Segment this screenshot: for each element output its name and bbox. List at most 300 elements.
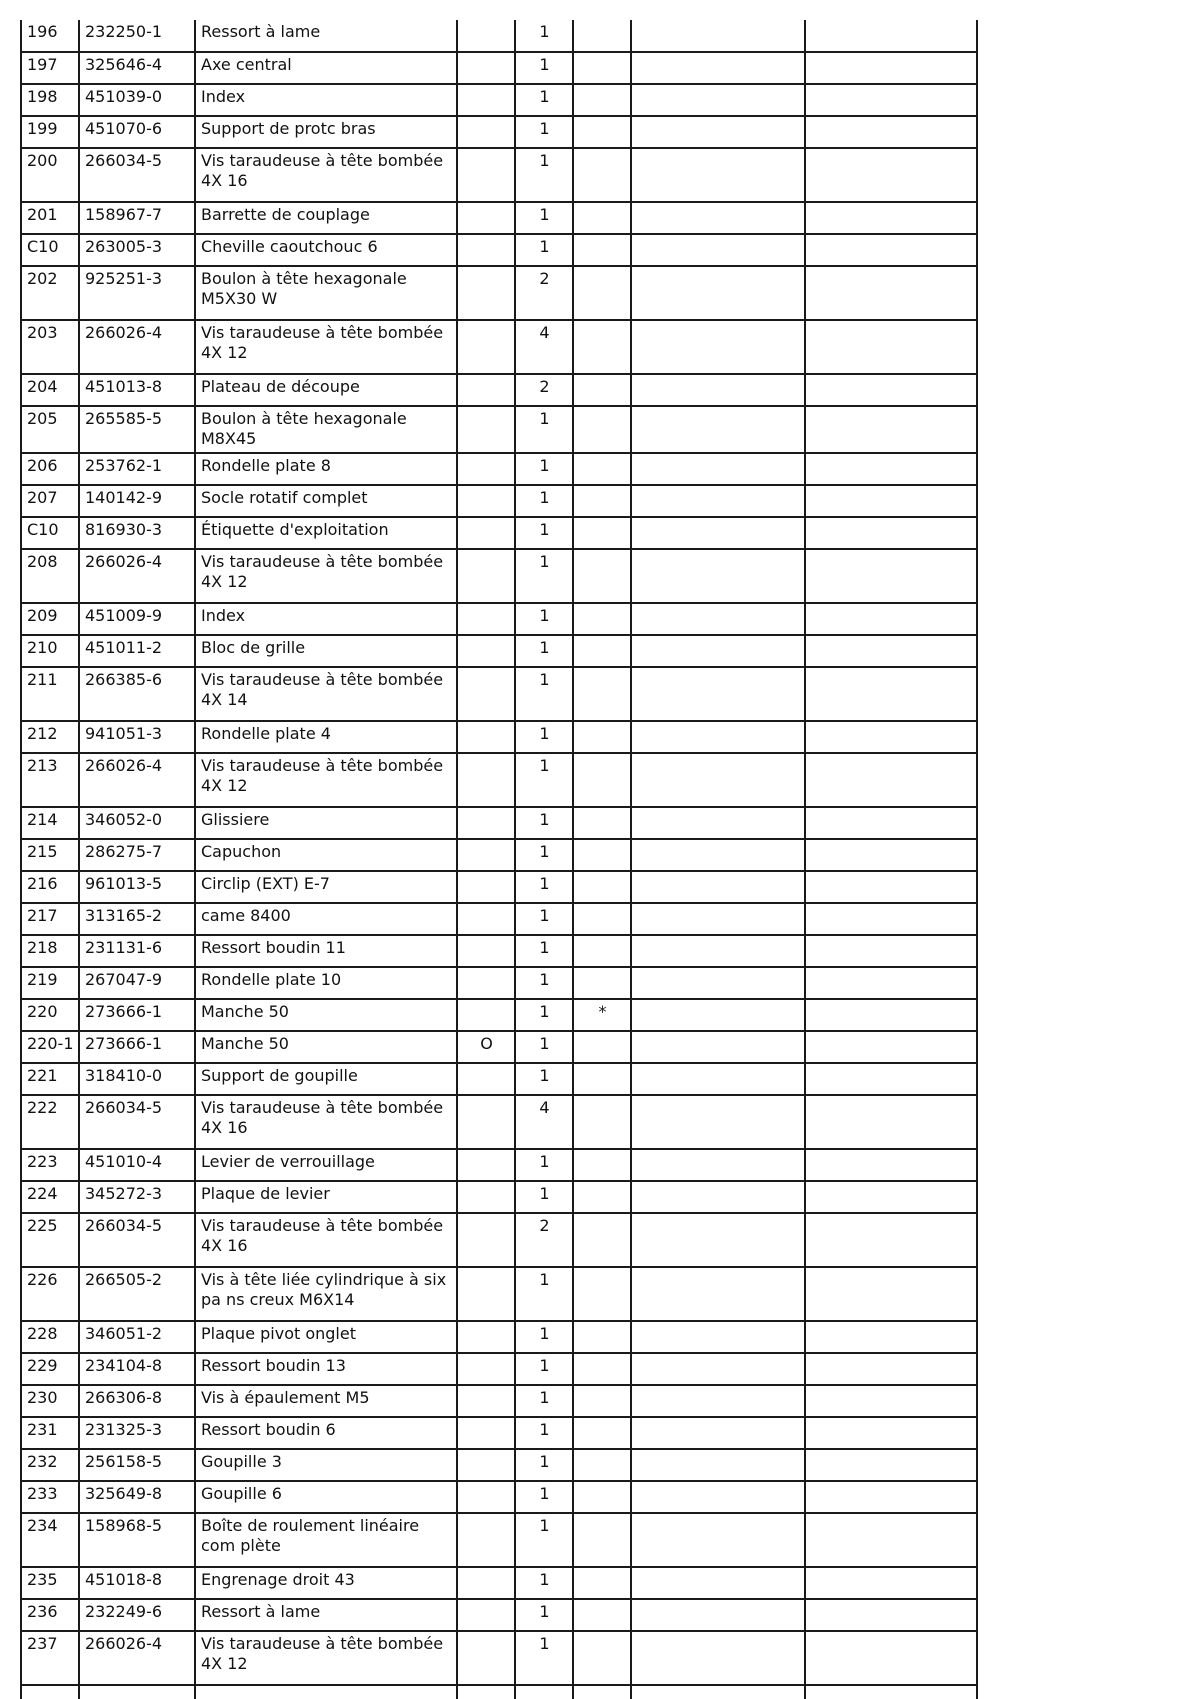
option-cell xyxy=(457,1149,515,1181)
table-row xyxy=(21,1449,977,1481)
empty-cell xyxy=(631,52,805,84)
part-number-cell: 231131-6 xyxy=(79,935,195,967)
empty-cell xyxy=(631,84,805,116)
description-cell: Capuchon xyxy=(195,839,457,871)
empty-cell xyxy=(631,320,805,374)
quantity-cell: 1 xyxy=(515,453,573,485)
part-number-cell: 265585-5 xyxy=(79,406,195,453)
table-row xyxy=(21,266,977,320)
option-cell xyxy=(457,1449,515,1481)
empty-cell xyxy=(631,406,805,453)
table-row xyxy=(21,903,977,935)
quantity-cell: 1 xyxy=(515,999,573,1031)
note-cell xyxy=(573,1513,631,1567)
description-cell: Levier de verrouillage xyxy=(195,1149,457,1181)
table-row xyxy=(21,999,977,1031)
ref-cell: 217 xyxy=(21,903,79,935)
ref-cell: 226 xyxy=(21,1267,79,1321)
note-cell xyxy=(573,1449,631,1481)
table-row xyxy=(21,667,977,721)
table-row xyxy=(21,116,977,148)
quantity-cell: 1 xyxy=(515,406,573,453)
part-number-cell: 256158-5 xyxy=(79,1449,195,1481)
option-cell xyxy=(457,667,515,721)
description-cell: Ressort boudin 11 xyxy=(195,935,457,967)
ref-cell: 202 xyxy=(21,266,79,320)
option-cell xyxy=(457,1213,515,1267)
part-number-cell: 451018-8 xyxy=(79,1567,195,1599)
quantity-cell: 1 xyxy=(515,807,573,839)
note-cell xyxy=(573,721,631,753)
note-cell xyxy=(573,453,631,485)
empty-cell xyxy=(805,721,977,753)
empty-cell xyxy=(631,234,805,266)
empty-cell xyxy=(631,1567,805,1599)
empty-cell xyxy=(631,667,805,721)
part-number-cell: 961013-5 xyxy=(79,871,195,903)
quantity-cell: 1 xyxy=(515,148,573,202)
table-row xyxy=(21,935,977,967)
empty-cell xyxy=(805,1385,977,1417)
ref-cell: 232 xyxy=(21,1449,79,1481)
note-cell xyxy=(573,234,631,266)
empty-cell xyxy=(805,1353,977,1385)
table-row xyxy=(21,1267,977,1321)
part-number-cell: 158967-7 xyxy=(79,202,195,234)
table-row xyxy=(21,635,977,667)
ref-cell: 218 xyxy=(21,935,79,967)
part-number-cell: 232250-1 xyxy=(79,20,195,52)
quantity-cell: 1 xyxy=(515,1481,573,1513)
quantity-cell: 1 xyxy=(515,1417,573,1449)
description-cell: Vis taraudeuse à tête bombée 4X 16 xyxy=(195,1213,457,1267)
note-cell xyxy=(573,967,631,999)
quantity-cell: 4 xyxy=(515,1095,573,1149)
table-row xyxy=(21,807,977,839)
part-number-cell: 313165-2 xyxy=(79,903,195,935)
note-cell xyxy=(573,1481,631,1513)
empty-cell xyxy=(631,999,805,1031)
note-cell xyxy=(573,20,631,52)
option-cell xyxy=(457,1567,515,1599)
note-cell xyxy=(573,1385,631,1417)
part-number-cell: 318410-0 xyxy=(79,1063,195,1095)
option-cell xyxy=(457,374,515,406)
ref-cell: 233 xyxy=(21,1481,79,1513)
ref-cell: 224 xyxy=(21,1181,79,1213)
note-cell xyxy=(573,320,631,374)
quantity-cell: 1 xyxy=(515,84,573,116)
note-cell xyxy=(573,485,631,517)
option-cell xyxy=(457,1599,515,1631)
option-cell xyxy=(457,202,515,234)
empty-cell xyxy=(805,1149,977,1181)
description-cell: Support de goupille xyxy=(195,1063,457,1095)
option-cell xyxy=(457,807,515,839)
description-cell: Axe central xyxy=(195,52,457,84)
note-cell xyxy=(573,517,631,549)
ref-cell: 225 xyxy=(21,1213,79,1267)
option-cell xyxy=(457,603,515,635)
note-cell xyxy=(573,807,631,839)
empty-cell xyxy=(573,1685,631,1699)
empty-cell xyxy=(805,266,977,320)
empty-cell xyxy=(805,935,977,967)
empty-cell xyxy=(805,148,977,202)
empty-cell xyxy=(805,517,977,549)
part-number-cell: 451009-9 xyxy=(79,603,195,635)
table-row xyxy=(21,871,977,903)
ref-cell: 223 xyxy=(21,1149,79,1181)
part-number-cell: 273666-1 xyxy=(79,999,195,1031)
note-cell xyxy=(573,839,631,871)
empty-cell xyxy=(631,116,805,148)
empty-cell xyxy=(805,320,977,374)
table-row xyxy=(21,1631,977,1685)
empty-cell xyxy=(631,1181,805,1213)
note-cell xyxy=(573,1567,631,1599)
part-number-cell: 253762-1 xyxy=(79,453,195,485)
note-cell xyxy=(573,84,631,116)
description-cell: Manche 50 xyxy=(195,1031,457,1063)
empty-cell xyxy=(805,374,977,406)
empty-cell xyxy=(805,406,977,453)
part-number-cell: 346051-2 xyxy=(79,1321,195,1353)
note-cell xyxy=(573,1181,631,1213)
quantity-cell: 1 xyxy=(515,1385,573,1417)
parts-table-body xyxy=(21,20,977,1699)
ref-cell: 221 xyxy=(21,1063,79,1095)
option-cell xyxy=(457,84,515,116)
empty-cell xyxy=(631,374,805,406)
quantity-cell: 1 xyxy=(515,1181,573,1213)
empty-cell xyxy=(805,1181,977,1213)
empty-cell xyxy=(805,1213,977,1267)
note-cell xyxy=(573,1417,631,1449)
table-row xyxy=(21,84,977,116)
description-cell: Circlip (EXT) E-7 xyxy=(195,871,457,903)
table-row xyxy=(21,1321,977,1353)
option-cell xyxy=(457,839,515,871)
ref-cell: 208 xyxy=(21,549,79,603)
empty-cell xyxy=(805,1685,977,1699)
ref-cell: 220 xyxy=(21,999,79,1031)
ref-cell: 212 xyxy=(21,721,79,753)
option-cell xyxy=(457,517,515,549)
note-cell xyxy=(573,1599,631,1631)
empty-cell xyxy=(805,1031,977,1063)
description-cell: Vis à épaulement M5 xyxy=(195,1385,457,1417)
empty-cell xyxy=(805,1267,977,1321)
option-cell xyxy=(457,148,515,202)
option-cell xyxy=(457,635,515,667)
description-cell: Vis taraudeuse à tête bombée 4X 12 xyxy=(195,320,457,374)
option-cell xyxy=(457,485,515,517)
part-number-cell: 286275-7 xyxy=(79,839,195,871)
option-cell xyxy=(457,1417,515,1449)
table-row xyxy=(21,320,977,374)
part-number-cell: 266026-4 xyxy=(79,753,195,807)
note-cell xyxy=(573,1631,631,1685)
empty-cell xyxy=(805,1567,977,1599)
empty-cell xyxy=(631,721,805,753)
option-cell xyxy=(457,1513,515,1567)
ref-cell: 198 xyxy=(21,84,79,116)
empty-cell xyxy=(631,1149,805,1181)
empty-cell xyxy=(631,807,805,839)
table-row xyxy=(21,1213,977,1267)
ref-cell: 210 xyxy=(21,635,79,667)
description-cell: Boulon à tête hexagonale M8X45 xyxy=(195,406,457,453)
part-number-cell: 140142-9 xyxy=(79,485,195,517)
part-number-cell: 263005-3 xyxy=(79,234,195,266)
ref-cell: 216 xyxy=(21,871,79,903)
description-cell: Vis taraudeuse à tête bombée 4X 12 xyxy=(195,1631,457,1685)
note-cell xyxy=(573,1031,631,1063)
empty-cell xyxy=(631,266,805,320)
ref-cell: 205 xyxy=(21,406,79,453)
empty-cell xyxy=(631,517,805,549)
empty-cell xyxy=(805,116,977,148)
ref-cell: 231 xyxy=(21,1417,79,1449)
part-number-cell: 451070-6 xyxy=(79,116,195,148)
description-cell: Étiquette d'exploitation xyxy=(195,517,457,549)
part-number-cell: 346052-0 xyxy=(79,807,195,839)
note-cell xyxy=(573,1149,631,1181)
description-cell: Plaque pivot onglet xyxy=(195,1321,457,1353)
ref-cell: 215 xyxy=(21,839,79,871)
note-cell xyxy=(573,1267,631,1321)
empty-cell xyxy=(631,202,805,234)
description-cell: came 8400 xyxy=(195,903,457,935)
table-row xyxy=(21,1353,977,1385)
quantity-cell: 1 xyxy=(515,1149,573,1181)
empty-cell xyxy=(805,52,977,84)
quantity-cell: 1 xyxy=(515,234,573,266)
description-cell: Rondelle plate 8 xyxy=(195,453,457,485)
part-number-cell: 232249-6 xyxy=(79,1599,195,1631)
note-cell xyxy=(573,635,631,667)
table-row xyxy=(21,148,977,202)
description-cell: Vis taraudeuse à tête bombée 4X 12 xyxy=(195,753,457,807)
quantity-cell: 2 xyxy=(515,374,573,406)
part-number-cell: 451010-4 xyxy=(79,1149,195,1181)
quantity-cell: 1 xyxy=(515,839,573,871)
empty-cell xyxy=(631,1599,805,1631)
option-cell xyxy=(457,1321,515,1353)
ref-cell: 203 xyxy=(21,320,79,374)
ref-cell: 219 xyxy=(21,967,79,999)
ref-cell: 236 xyxy=(21,1599,79,1631)
empty-cell xyxy=(631,1481,805,1513)
quantity-cell: 1 xyxy=(515,1063,573,1095)
table-row xyxy=(21,1481,977,1513)
note-cell xyxy=(573,871,631,903)
part-number-cell: 273666-1 xyxy=(79,1031,195,1063)
part-number-cell: 325646-4 xyxy=(79,52,195,84)
part-number-cell: 451039-0 xyxy=(79,84,195,116)
option-cell xyxy=(457,52,515,84)
note-cell xyxy=(573,753,631,807)
description-cell: Plateau de découpe xyxy=(195,374,457,406)
ref-cell: 200 xyxy=(21,148,79,202)
option-cell xyxy=(457,999,515,1031)
ref-cell: 206 xyxy=(21,453,79,485)
description-cell: Goupille 3 xyxy=(195,1449,457,1481)
description-cell: Bloc de grille xyxy=(195,635,457,667)
description-cell: Barrette de couplage xyxy=(195,202,457,234)
description-cell: Ressort boudin 13 xyxy=(195,1353,457,1385)
table-row xyxy=(21,1149,977,1181)
description-cell: Cheville caoutchouc 6 xyxy=(195,234,457,266)
empty-cell xyxy=(631,839,805,871)
option-cell xyxy=(457,903,515,935)
empty-cell xyxy=(805,999,977,1031)
note-cell xyxy=(573,667,631,721)
empty-cell xyxy=(805,1321,977,1353)
ref-cell: 199 xyxy=(21,116,79,148)
ref-cell: 237 xyxy=(21,1631,79,1685)
description-cell: Ressort à lame xyxy=(195,1599,457,1631)
quantity-cell: 1 xyxy=(515,202,573,234)
table-row xyxy=(21,967,977,999)
option-cell xyxy=(457,320,515,374)
empty-cell xyxy=(805,839,977,871)
table-row xyxy=(21,1417,977,1449)
part-number-cell: 451013-8 xyxy=(79,374,195,406)
table-row xyxy=(21,1031,977,1063)
table-row xyxy=(21,20,977,52)
ref-cell: 204 xyxy=(21,374,79,406)
table-row xyxy=(21,1385,977,1417)
table-row xyxy=(21,1063,977,1095)
note-cell xyxy=(573,603,631,635)
quantity-cell: 1 xyxy=(515,871,573,903)
empty-cell xyxy=(631,1513,805,1567)
note-cell: * xyxy=(573,999,631,1031)
ref-cell: 213 xyxy=(21,753,79,807)
option-cell xyxy=(457,453,515,485)
empty-cell xyxy=(631,603,805,635)
description-cell: Vis à tête liée cylindrique à six pa ns creux M6X14 xyxy=(195,1267,457,1321)
part-number-cell: 266026-4 xyxy=(79,1631,195,1685)
empty-cell xyxy=(631,1631,805,1685)
part-number-cell: 266026-4 xyxy=(79,549,195,603)
table-row xyxy=(21,1599,977,1631)
empty-cell xyxy=(631,871,805,903)
part-number-cell: 158968-5 xyxy=(79,1513,195,1567)
empty-cell xyxy=(631,485,805,517)
table-row xyxy=(21,1095,977,1149)
table-row xyxy=(21,234,977,266)
description-cell: Goupille 6 xyxy=(195,1481,457,1513)
empty-cell xyxy=(631,635,805,667)
empty-cell xyxy=(21,1685,79,1699)
ref-cell: 228 xyxy=(21,1321,79,1353)
option-cell xyxy=(457,116,515,148)
table-row xyxy=(21,52,977,84)
part-number-cell: 266034-5 xyxy=(79,1095,195,1149)
option-cell xyxy=(457,871,515,903)
empty-cell xyxy=(805,234,977,266)
note-cell xyxy=(573,903,631,935)
empty-cell xyxy=(805,20,977,52)
table-row xyxy=(21,721,977,753)
note-cell xyxy=(573,549,631,603)
empty-cell xyxy=(805,903,977,935)
part-number-cell: 941051-3 xyxy=(79,721,195,753)
parts-table xyxy=(20,20,978,1699)
note-cell xyxy=(573,374,631,406)
empty-cell xyxy=(631,1353,805,1385)
part-number-cell: 266026-4 xyxy=(79,320,195,374)
empty-cell xyxy=(805,967,977,999)
quantity-cell: 1 xyxy=(515,903,573,935)
option-cell xyxy=(457,1267,515,1321)
note-cell xyxy=(573,406,631,453)
option-cell xyxy=(457,266,515,320)
quantity-cell: 1 xyxy=(515,935,573,967)
part-number-cell: 345272-3 xyxy=(79,1181,195,1213)
ref-cell: 197 xyxy=(21,52,79,84)
quantity-cell: 2 xyxy=(515,1213,573,1267)
description-cell: Vis taraudeuse à tête bombée 4X 16 xyxy=(195,1095,457,1149)
quantity-cell: 1 xyxy=(515,1631,573,1685)
description-cell: Boulon à tête hexagonale M5X30 W xyxy=(195,266,457,320)
empty-cell xyxy=(631,1213,805,1267)
option-cell xyxy=(457,1095,515,1149)
note-cell xyxy=(573,202,631,234)
quantity-cell: 1 xyxy=(515,1353,573,1385)
empty-cell xyxy=(805,603,977,635)
quantity-cell: 1 xyxy=(515,1513,573,1567)
description-cell: Index xyxy=(195,84,457,116)
description-cell: Support de protc bras xyxy=(195,116,457,148)
ref-cell: 214 xyxy=(21,807,79,839)
table-row xyxy=(21,485,977,517)
empty-cell xyxy=(515,1685,573,1699)
empty-cell xyxy=(631,20,805,52)
description-cell: Vis taraudeuse à tête bombée 4X 12 xyxy=(195,549,457,603)
option-cell xyxy=(457,1063,515,1095)
note-cell xyxy=(573,1321,631,1353)
option-cell xyxy=(457,967,515,999)
description-cell: Engrenage droit 43 xyxy=(195,1567,457,1599)
empty-cell xyxy=(805,1063,977,1095)
empty-cell xyxy=(805,871,977,903)
empty-cell xyxy=(631,1417,805,1449)
quantity-cell: 1 xyxy=(515,721,573,753)
ref-cell: 196 xyxy=(21,20,79,52)
note-cell xyxy=(573,266,631,320)
ref-cell: 220-1 xyxy=(21,1031,79,1063)
empty-cell xyxy=(631,753,805,807)
description-cell: Index xyxy=(195,603,457,635)
option-cell xyxy=(457,20,515,52)
empty-cell xyxy=(631,1267,805,1321)
note-cell xyxy=(573,116,631,148)
option-cell xyxy=(457,721,515,753)
empty-cell xyxy=(631,903,805,935)
option-cell xyxy=(457,406,515,453)
ref-cell: 235 xyxy=(21,1567,79,1599)
note-cell xyxy=(573,935,631,967)
part-number-cell: 451011-2 xyxy=(79,635,195,667)
empty-cell xyxy=(631,453,805,485)
empty-cell xyxy=(805,1599,977,1631)
table-row xyxy=(21,1513,977,1567)
empty-cell xyxy=(631,1095,805,1149)
